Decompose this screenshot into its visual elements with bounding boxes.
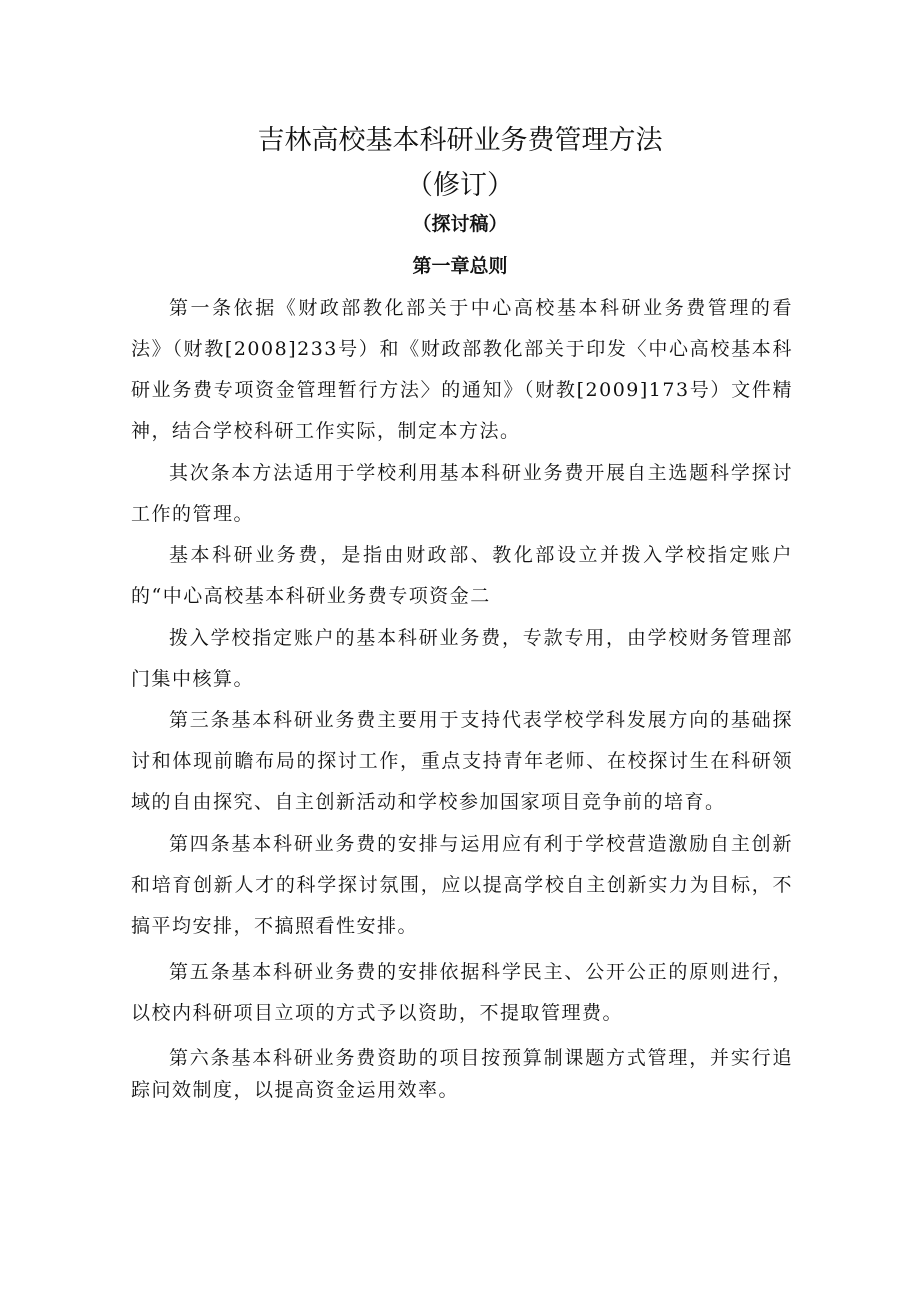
article-4-paragraph: 第四条基本科研业务费的安排与运用应有利于学校营造激励自主创新和培育创新人才的科学探讨氛围，应以提高学校自主创新实力为目标，不搞平均安排，不搞照看性安排。 [131,833,793,937]
article-2-paragraph: 其次条本方法适用于学校利用基本科研业务费开展自主选题科学探讨工作的管理。 [131,462,793,525]
article-6-paragraph: 第六条基本科研业务费资助的项目按预算制课题方式管理，并实行追踪问效制度，以提高资金运用效率。 [131,1047,793,1101]
document-title: 吉林高校基本科研业务费管理方法 [257,125,663,156]
article-5-paragraph: 第五条基本科研业务费的安排依据科学民主、公开公正的原则进行，以校内科研项目立项的方式予以资助，不提取管理费。 [131,961,793,1024]
article-3-paragraph: 第三条基本科研业务费主要用于支持代表学校学科发展方向的基础探讨和体现前瞻布局的探讨工作，重点支持青年老师、在校探讨生在科研领域的自由探究、自主创新活动和学校参加国家项目竞争前的培育。 [131,709,793,813]
article-1-paragraph: 第一条依据《财政部教化部关于中心高校基本科研业务费管理的看法》（财教[2008]233号）和《财政部教化部关于印发〈中心高校基本科研业务费专项资金管理暂行方法〉的通知》（财教[2009]173号）文件精神，结合学校科研工作实际，制定本方法。 [131,297,793,442]
account-paragraph: 拨入学校指定账户的基本科研业务费，专款专用，由学校财务管理部门集中核算。 [131,627,793,690]
document-subtitle: （修订） [406,170,514,201]
funding-definition-paragraph: 基本科研业务费，是指由财政部、教化部设立并拨入学校指定账户的“中心高校基本科研业务费专项资金二 [131,544,793,607]
chapter-heading: 第一章总则 [412,255,508,277]
draft-label: （探讨稿） [412,213,508,235]
